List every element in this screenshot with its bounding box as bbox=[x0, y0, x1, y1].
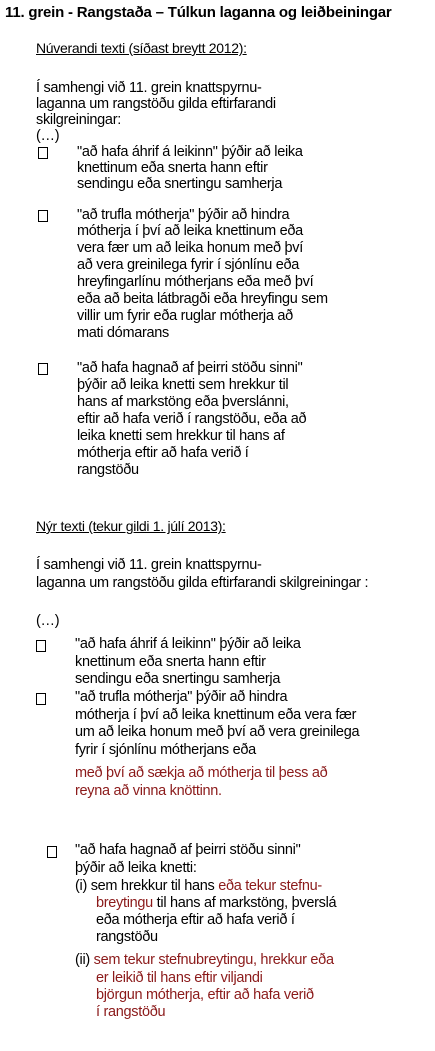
sub-item-ii-label: (ii) bbox=[75, 952, 94, 968]
changed-text: eða tekur stefnu- bbox=[218, 878, 322, 894]
checkbox-bullet-icon bbox=[38, 147, 48, 163]
list-item-line: "að trufla mótherja" þýðir að hindra bbox=[75, 689, 288, 705]
list-item-line: mótherja í því að leika knettinum eða vera fær bbox=[75, 707, 357, 723]
list-item-line: vera fær um að leika honum með því bbox=[77, 240, 303, 256]
list-item-line: eða að beita látbragði eða hreyfingu sem bbox=[77, 291, 328, 307]
new-intro-line: laganna um rangstöðu gilda eftirfarandi skilgreiningar : bbox=[36, 575, 369, 591]
list-item-line: mati dómarans bbox=[77, 325, 169, 341]
sub-item-i-line: rangstöðu bbox=[96, 929, 158, 945]
sub-item-i-line: eða mótherja eftir að hafa verið í bbox=[96, 912, 295, 928]
changed-text-line: með því að sækja að mótherja til þess að bbox=[75, 765, 328, 781]
list-item-line: þýðir að leika knetti: bbox=[75, 860, 197, 876]
changed-text: sem tekur stefnubreytingu, hrekkur eða bbox=[93, 952, 334, 968]
changed-text-line: björgun mótherja, eftir að hafa verið bbox=[96, 987, 314, 1003]
old-intro-line: Í samhengi við 11. grein knattspyrnu- bbox=[36, 80, 262, 96]
sub-item-i-cont bbox=[96, 895, 336, 911]
list-item-line: mótherja í því að leika knettinum eða bbox=[77, 223, 303, 239]
list-item-line: knettinum eða snerta hann eftir bbox=[77, 160, 268, 176]
old-text-heading: Núverandi texti (síðast breytt 2012): bbox=[36, 40, 247, 56]
old-intro-line: (…) bbox=[36, 128, 60, 144]
changed-text: breytingu bbox=[96, 895, 153, 911]
checkbox-bullet-icon bbox=[38, 363, 48, 379]
checkbox-bullet-icon bbox=[36, 640, 46, 656]
changed-text-line: í rangstöðu bbox=[96, 1004, 166, 1020]
sub-item-i-text: (i) sem hrekkur til hans bbox=[75, 878, 219, 894]
list-item-line: villir um fyrir eða ruglar mótherja að bbox=[77, 308, 293, 324]
list-item-line: hans af markstöng eða þverslánni, bbox=[77, 394, 289, 410]
changed-text-line: er leikið til hans eftir viljandi bbox=[96, 970, 263, 986]
checkbox-bullet-icon bbox=[38, 210, 48, 226]
list-item-line: "að hafa áhrif á leikinn" þýðir að leika bbox=[75, 636, 301, 652]
list-item-line: sendingu eða snertingu samherja bbox=[77, 176, 283, 192]
checkbox-bullet-icon bbox=[36, 693, 46, 709]
list-item-line: um að leika honum með því að vera greinilega bbox=[75, 724, 360, 740]
old-intro-line: laganna um rangstöðu gilda eftirfarandi bbox=[36, 96, 276, 112]
list-item-line: fyrir í sjónlínu mótherjans eða bbox=[75, 742, 256, 758]
sub-item-i bbox=[75, 878, 322, 894]
sub-item-ii bbox=[75, 952, 334, 968]
list-item-line: "að trufla mótherja" þýðir að hindra bbox=[77, 207, 290, 223]
list-item-line: rangstöðu bbox=[77, 462, 139, 478]
list-item-line: að vera greinilega fyrir í sjónlínu eða bbox=[77, 257, 300, 273]
changed-text-line: reyna að vinna knöttinn. bbox=[75, 783, 222, 799]
new-text-heading: Nýr texti (tekur gildi 1. júlí 2013): bbox=[36, 518, 226, 534]
list-item-line: "að hafa hagnað af þeirri stöðu sinni" bbox=[77, 360, 303, 376]
list-item-line: hreyfingarlínu mótherjans eða með því bbox=[77, 274, 314, 290]
old-intro-line: skilgreiningar: bbox=[36, 112, 121, 128]
list-item-line: leika knetti sem hrekkur til hans af bbox=[77, 428, 285, 444]
list-item-line: mótherja eftir að hafa verið í bbox=[77, 445, 249, 461]
document-title: 11. grein - Rangstaða – Túlkun laganna og leiðbeiningar bbox=[5, 4, 392, 21]
checkbox-bullet-icon bbox=[47, 846, 57, 862]
new-intro-line: Í samhengi við 11. grein knattspyrnu- bbox=[36, 557, 262, 573]
list-item-line: sendingu eða snertingu samherja bbox=[75, 671, 281, 687]
list-item-line: eftir að hafa verið í rangstöðu, eða að bbox=[77, 411, 307, 427]
list-item-line: "að hafa hagnað af þeirri stöðu sinni" bbox=[75, 842, 301, 858]
sub-item-i-text: til hans af markstöng, þverslá bbox=[152, 895, 337, 911]
list-item-line: knettinum eða snerta hann eftir bbox=[75, 654, 266, 670]
new-intro-line: (…) bbox=[36, 613, 60, 629]
list-item-line: "að hafa áhrif á leikinn" þýðir að leika bbox=[77, 144, 303, 160]
list-item-line: þýðir að leika knetti sem hrekkur til bbox=[77, 377, 289, 393]
